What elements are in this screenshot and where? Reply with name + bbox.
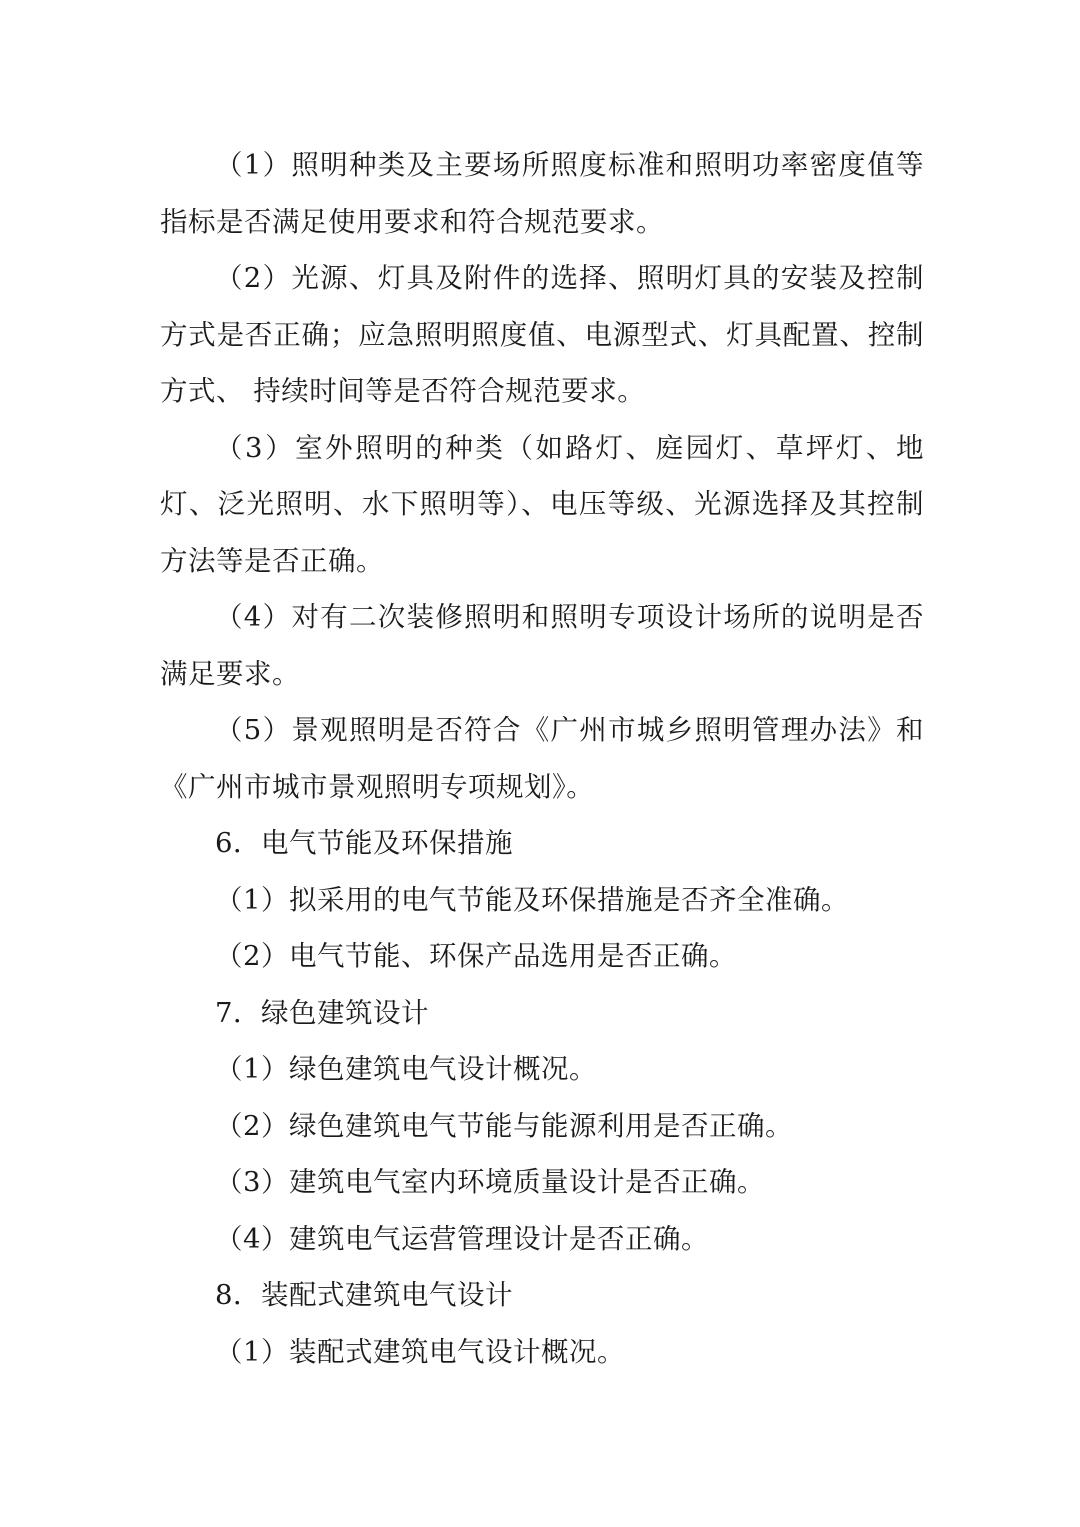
paragraph-green-overview: （1）绿色建筑电气设计概况。 — [215, 1053, 597, 1085]
document-body — [160, 137, 924, 1380]
paragraph-indoor-environment: （3）建筑电气室内环境质量设计是否正确。 — [215, 1166, 765, 1198]
paragraph-light-source-control: （2）光源、灯具及附件的选择、照明灯具的安装及控制方式是否正确；应急照明照度值、电源型式、灯具配置、控制方式、 持续时间等是否符合规范要求。 — [160, 262, 924, 407]
paragraph-energy-measures: （1）拟采用的电气节能及环保措施是否齐全准确。 — [215, 883, 849, 916]
section-heading-green-building: 7．绿色建筑设计 — [215, 996, 429, 1029]
section-heading-energy-saving: 6．电气节能及环保措施 — [215, 827, 513, 859]
paragraph-lighting-standards: （1）照明种类及主要场所照度标准和照明功率密度值等指标是否满足使用要求和符合规范要求。 — [160, 149, 924, 238]
paragraph-prefab-overview: （1）装配式建筑电气设计概况。 — [215, 1335, 625, 1368]
section-heading-prefab-building: 8．装配式建筑电气设计 — [215, 1279, 513, 1311]
paragraph-energy-products: （2）电气节能、环保产品选用是否正确。 — [215, 940, 737, 972]
paragraph-outdoor-lighting: （3）室外照明的种类（如路灯、庭园灯、草坪灯、地灯、泛光照明、水下照明等）、电压等级、光源选择及其控制方法等是否正确。 — [160, 431, 924, 577]
paragraph-operation-management: （4）建筑电气运营管理设计是否正确。 — [215, 1222, 709, 1255]
paragraph-landscape-lighting: （5）景观照明是否符合《广州市城乡照明管理办法》和《广州市城市景观照明专项规划》。 — [160, 714, 924, 803]
paragraph-secondary-decoration: （4）对有二次装修照明和照明专项设计场所的说明是否满足要求。 — [160, 601, 924, 690]
paragraph-green-energy: （2）绿色建筑电气节能与能源利用是否正确。 — [215, 1109, 793, 1142]
